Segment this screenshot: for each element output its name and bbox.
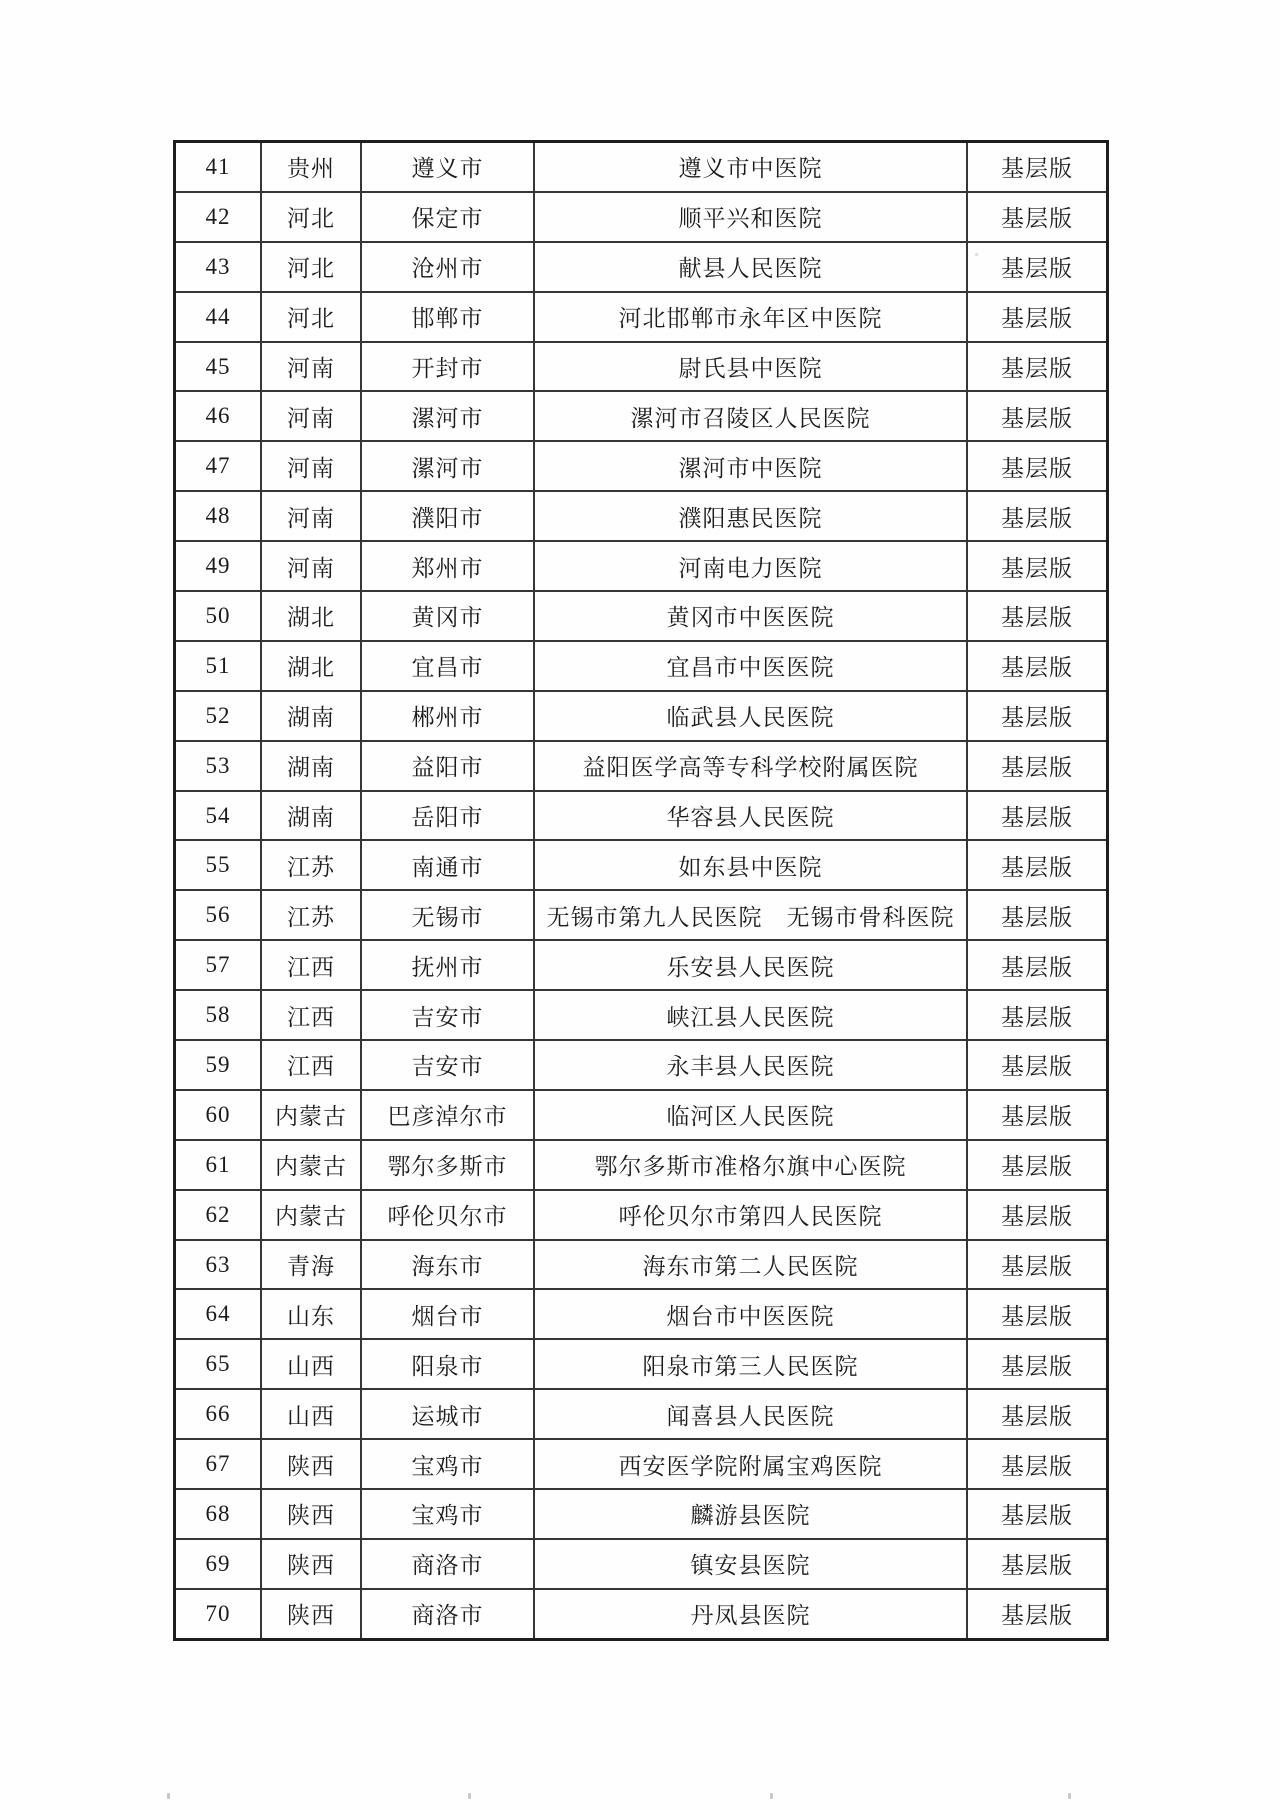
city-cell: 宝鸡市 <box>361 1439 534 1489</box>
table-row <box>175 1589 1108 1639</box>
table-row <box>175 641 1108 691</box>
hospital-name-cell: 烟台市中医医院 <box>534 1289 967 1339</box>
version-cell: 基层版 <box>967 541 1108 591</box>
scan-mark <box>770 1793 773 1799</box>
scan-mark <box>1068 1793 1071 1799</box>
table-row <box>175 391 1108 441</box>
row-number-cell: 42 <box>175 192 262 242</box>
province-cell: 陕西 <box>261 1589 361 1639</box>
city-cell: 商洛市 <box>361 1589 534 1639</box>
table-row <box>175 990 1108 1040</box>
province-cell: 江西 <box>261 940 361 990</box>
version-cell: 基层版 <box>967 491 1108 541</box>
row-number-cell: 48 <box>175 491 262 541</box>
province-cell: 河南 <box>261 491 361 541</box>
table-row <box>175 491 1108 541</box>
scan-mark <box>468 1793 471 1799</box>
hospital-name-cell: 濮阳惠民医院 <box>534 491 967 541</box>
province-cell: 河北 <box>261 292 361 342</box>
city-cell: 吉安市 <box>361 1040 534 1090</box>
hospital-name-cell: 河北邯郸市永年区中医院 <box>534 292 967 342</box>
row-number-cell: 51 <box>175 641 262 691</box>
hospital-name-cell: 麟游县医院 <box>534 1489 967 1539</box>
table-row <box>175 192 1108 242</box>
hospital-name-cell: 丹凤县医院 <box>534 1589 967 1639</box>
version-cell: 基层版 <box>967 591 1108 641</box>
province-cell: 青海 <box>261 1240 361 1290</box>
row-number-cell: 58 <box>175 990 262 1040</box>
table-row <box>175 541 1108 591</box>
row-number-cell: 60 <box>175 1090 262 1140</box>
version-cell: 基层版 <box>967 1190 1108 1240</box>
row-number-cell: 43 <box>175 242 262 292</box>
row-number-cell: 49 <box>175 541 262 591</box>
version-cell: 基层版 <box>967 192 1108 242</box>
province-cell: 江苏 <box>261 890 361 940</box>
row-number-cell: 54 <box>175 791 262 841</box>
city-cell: 益阳市 <box>361 741 534 791</box>
version-cell: 基层版 <box>967 1140 1108 1190</box>
row-number-cell: 52 <box>175 691 262 741</box>
version-cell: 基层版 <box>967 1389 1108 1439</box>
hospital-name-cell: 阳泉市第三人民医院 <box>534 1339 967 1389</box>
city-cell: 海东市 <box>361 1240 534 1290</box>
province-cell: 内蒙古 <box>261 1190 361 1240</box>
row-number-cell: 69 <box>175 1539 262 1589</box>
table-row <box>175 840 1108 890</box>
city-cell: 抚州市 <box>361 940 534 990</box>
hospital-name-cell: 闻喜县人民医院 <box>534 1389 967 1439</box>
table-row <box>175 890 1108 940</box>
table-row <box>175 1040 1108 1090</box>
city-cell: 巴彦淖尔市 <box>361 1090 534 1140</box>
city-cell: 吉安市 <box>361 990 534 1040</box>
row-number-cell: 53 <box>175 741 262 791</box>
row-number-cell: 55 <box>175 840 262 890</box>
city-cell: 阳泉市 <box>361 1339 534 1389</box>
province-cell: 河南 <box>261 441 361 491</box>
table-row <box>175 1339 1108 1389</box>
table-row <box>175 741 1108 791</box>
hospital-name-cell: 乐安县人民医院 <box>534 940 967 990</box>
city-cell: 南通市 <box>361 840 534 890</box>
city-cell: 岳阳市 <box>361 791 534 841</box>
province-cell: 山东 <box>261 1289 361 1339</box>
city-cell: 遵义市 <box>361 142 534 192</box>
row-number-cell: 41 <box>175 142 262 192</box>
hospital-name-cell: 临河区人民医院 <box>534 1090 967 1140</box>
province-cell: 河北 <box>261 192 361 242</box>
table-row <box>175 1140 1108 1190</box>
version-cell: 基层版 <box>967 840 1108 890</box>
hospital-name-cell: 如东县中医院 <box>534 840 967 890</box>
hospital-name-cell: 镇安县医院 <box>534 1539 967 1589</box>
version-cell: 基层版 <box>967 391 1108 441</box>
city-cell: 商洛市 <box>361 1539 534 1589</box>
province-cell: 陕西 <box>261 1489 361 1539</box>
hospital-name-cell: 华容县人民医院 <box>534 791 967 841</box>
city-cell: 漯河市 <box>361 441 534 491</box>
hospital-name-cell: 漯河市中医院 <box>534 441 967 491</box>
province-cell: 贵州 <box>261 142 361 192</box>
table-row <box>175 441 1108 491</box>
hospital-name-cell: 献县人民医院 <box>534 242 967 292</box>
row-number-cell: 47 <box>175 441 262 491</box>
hospital-name-cell: 河南电力医院 <box>534 541 967 591</box>
city-cell: 郴州市 <box>361 691 534 741</box>
province-cell: 河南 <box>261 541 361 591</box>
province-cell: 江西 <box>261 1040 361 1090</box>
version-cell: 基层版 <box>967 890 1108 940</box>
province-cell: 陕西 <box>261 1539 361 1589</box>
scan-mark <box>167 1793 170 1799</box>
version-cell: 基层版 <box>967 342 1108 392</box>
hospital-name-cell: 尉氏县中医院 <box>534 342 967 392</box>
table-row <box>175 940 1108 990</box>
table-row <box>175 1240 1108 1290</box>
province-cell: 内蒙古 <box>261 1090 361 1140</box>
city-cell: 运城市 <box>361 1389 534 1439</box>
version-cell: 基层版 <box>967 1539 1108 1589</box>
row-number-cell: 44 <box>175 292 262 342</box>
province-cell: 河南 <box>261 342 361 392</box>
hospital-name-cell: 呼伦贝尔市第四人民医院 <box>534 1190 967 1240</box>
table-row <box>175 691 1108 741</box>
hospital-name-cell: 黄冈市中医医院 <box>534 591 967 641</box>
city-cell: 濮阳市 <box>361 491 534 541</box>
table-row <box>175 1289 1108 1339</box>
row-number-cell: 45 <box>175 342 262 392</box>
version-cell: 基层版 <box>967 741 1108 791</box>
row-number-cell: 59 <box>175 1040 262 1090</box>
row-number-cell: 57 <box>175 940 262 990</box>
province-cell: 山西 <box>261 1389 361 1439</box>
city-cell: 鄂尔多斯市 <box>361 1140 534 1190</box>
row-number-cell: 46 <box>175 391 262 441</box>
table-row <box>175 1439 1108 1489</box>
version-cell: 基层版 <box>967 1589 1108 1639</box>
table-row <box>175 142 1108 192</box>
city-cell: 宝鸡市 <box>361 1489 534 1539</box>
version-cell: 基层版 <box>967 441 1108 491</box>
table-row <box>175 1489 1108 1539</box>
row-number-cell: 63 <box>175 1240 262 1290</box>
city-cell: 邯郸市 <box>361 292 534 342</box>
row-number-cell: 64 <box>175 1289 262 1339</box>
hospital-name-cell: 永丰县人民医院 <box>534 1040 967 1090</box>
table-row <box>175 1090 1108 1140</box>
row-number-cell: 70 <box>175 1589 262 1639</box>
version-cell: 基层版 <box>967 691 1108 741</box>
row-number-cell: 67 <box>175 1439 262 1489</box>
city-cell: 烟台市 <box>361 1289 534 1339</box>
province-cell: 江苏 <box>261 840 361 890</box>
city-cell: 郑州市 <box>361 541 534 591</box>
version-cell: 基层版 <box>967 1289 1108 1339</box>
version-cell: 基层版 <box>967 791 1108 841</box>
row-number-cell: 68 <box>175 1489 262 1539</box>
row-number-cell: 62 <box>175 1190 262 1240</box>
table-row <box>175 242 1108 292</box>
province-cell: 江西 <box>261 990 361 1040</box>
version-cell: 基层版 <box>967 292 1108 342</box>
table-row <box>175 292 1108 342</box>
hospital-name-cell: 海东市第二人民医院 <box>534 1240 967 1290</box>
province-cell: 湖南 <box>261 791 361 841</box>
version-cell: 基层版 <box>967 1240 1108 1290</box>
province-cell: 湖南 <box>261 691 361 741</box>
table-row <box>175 791 1108 841</box>
table-row <box>175 342 1108 392</box>
hospital-name-cell: 西安医学院附属宝鸡医院 <box>534 1439 967 1489</box>
version-cell: 基层版 <box>967 1090 1108 1140</box>
table-row <box>175 1389 1108 1439</box>
province-cell: 湖南 <box>261 741 361 791</box>
hospital-name-cell: 遵义市中医院 <box>534 142 967 192</box>
city-cell: 漯河市 <box>361 391 534 441</box>
province-cell: 内蒙古 <box>261 1140 361 1190</box>
city-cell: 沧州市 <box>361 242 534 292</box>
row-number-cell: 65 <box>175 1339 262 1389</box>
version-cell: 基层版 <box>967 1489 1108 1539</box>
hospital-name-cell: 益阳医学高等专科学校附属医院 <box>534 741 967 791</box>
hospital-list-table <box>173 140 1109 1641</box>
hospital-name-cell: 顺平兴和医院 <box>534 192 967 242</box>
hospital-name-cell: 峡江县人民医院 <box>534 990 967 1040</box>
city-cell: 呼伦贝尔市 <box>361 1190 534 1240</box>
hospital-name-cell: 漯河市召陵区人民医院 <box>534 391 967 441</box>
version-cell: 基层版 <box>967 940 1108 990</box>
version-cell: 基层版 <box>967 990 1108 1040</box>
version-cell: 基层版 <box>967 641 1108 691</box>
hospital-table-body <box>175 142 1108 1640</box>
table-row <box>175 1539 1108 1589</box>
version-cell: 基层版 <box>967 242 1108 292</box>
version-cell: 基层版 <box>967 1040 1108 1090</box>
row-number-cell: 61 <box>175 1140 262 1190</box>
province-cell: 湖北 <box>261 591 361 641</box>
province-cell: 湖北 <box>261 641 361 691</box>
city-cell: 开封市 <box>361 342 534 392</box>
city-cell: 无锡市 <box>361 890 534 940</box>
table-row <box>175 1190 1108 1240</box>
province-cell: 山西 <box>261 1339 361 1389</box>
row-number-cell: 56 <box>175 890 262 940</box>
hospital-name-cell: 无锡市第九人民医院 无锡市骨科医院 <box>534 890 967 940</box>
province-cell: 河北 <box>261 242 361 292</box>
city-cell: 保定市 <box>361 192 534 242</box>
version-cell: 基层版 <box>967 1339 1108 1389</box>
table-row <box>175 591 1108 641</box>
row-number-cell: 66 <box>175 1389 262 1439</box>
city-cell: 宜昌市 <box>361 641 534 691</box>
scan-speck <box>975 253 978 256</box>
hospital-name-cell: 宜昌市中医医院 <box>534 641 967 691</box>
version-cell: 基层版 <box>967 142 1108 192</box>
version-cell: 基层版 <box>967 1439 1108 1489</box>
row-number-cell: 50 <box>175 591 262 641</box>
hospital-name-cell: 鄂尔多斯市准格尔旗中心医院 <box>534 1140 967 1190</box>
city-cell: 黄冈市 <box>361 591 534 641</box>
province-cell: 陕西 <box>261 1439 361 1489</box>
province-cell: 河南 <box>261 391 361 441</box>
hospital-name-cell: 临武县人民医院 <box>534 691 967 741</box>
